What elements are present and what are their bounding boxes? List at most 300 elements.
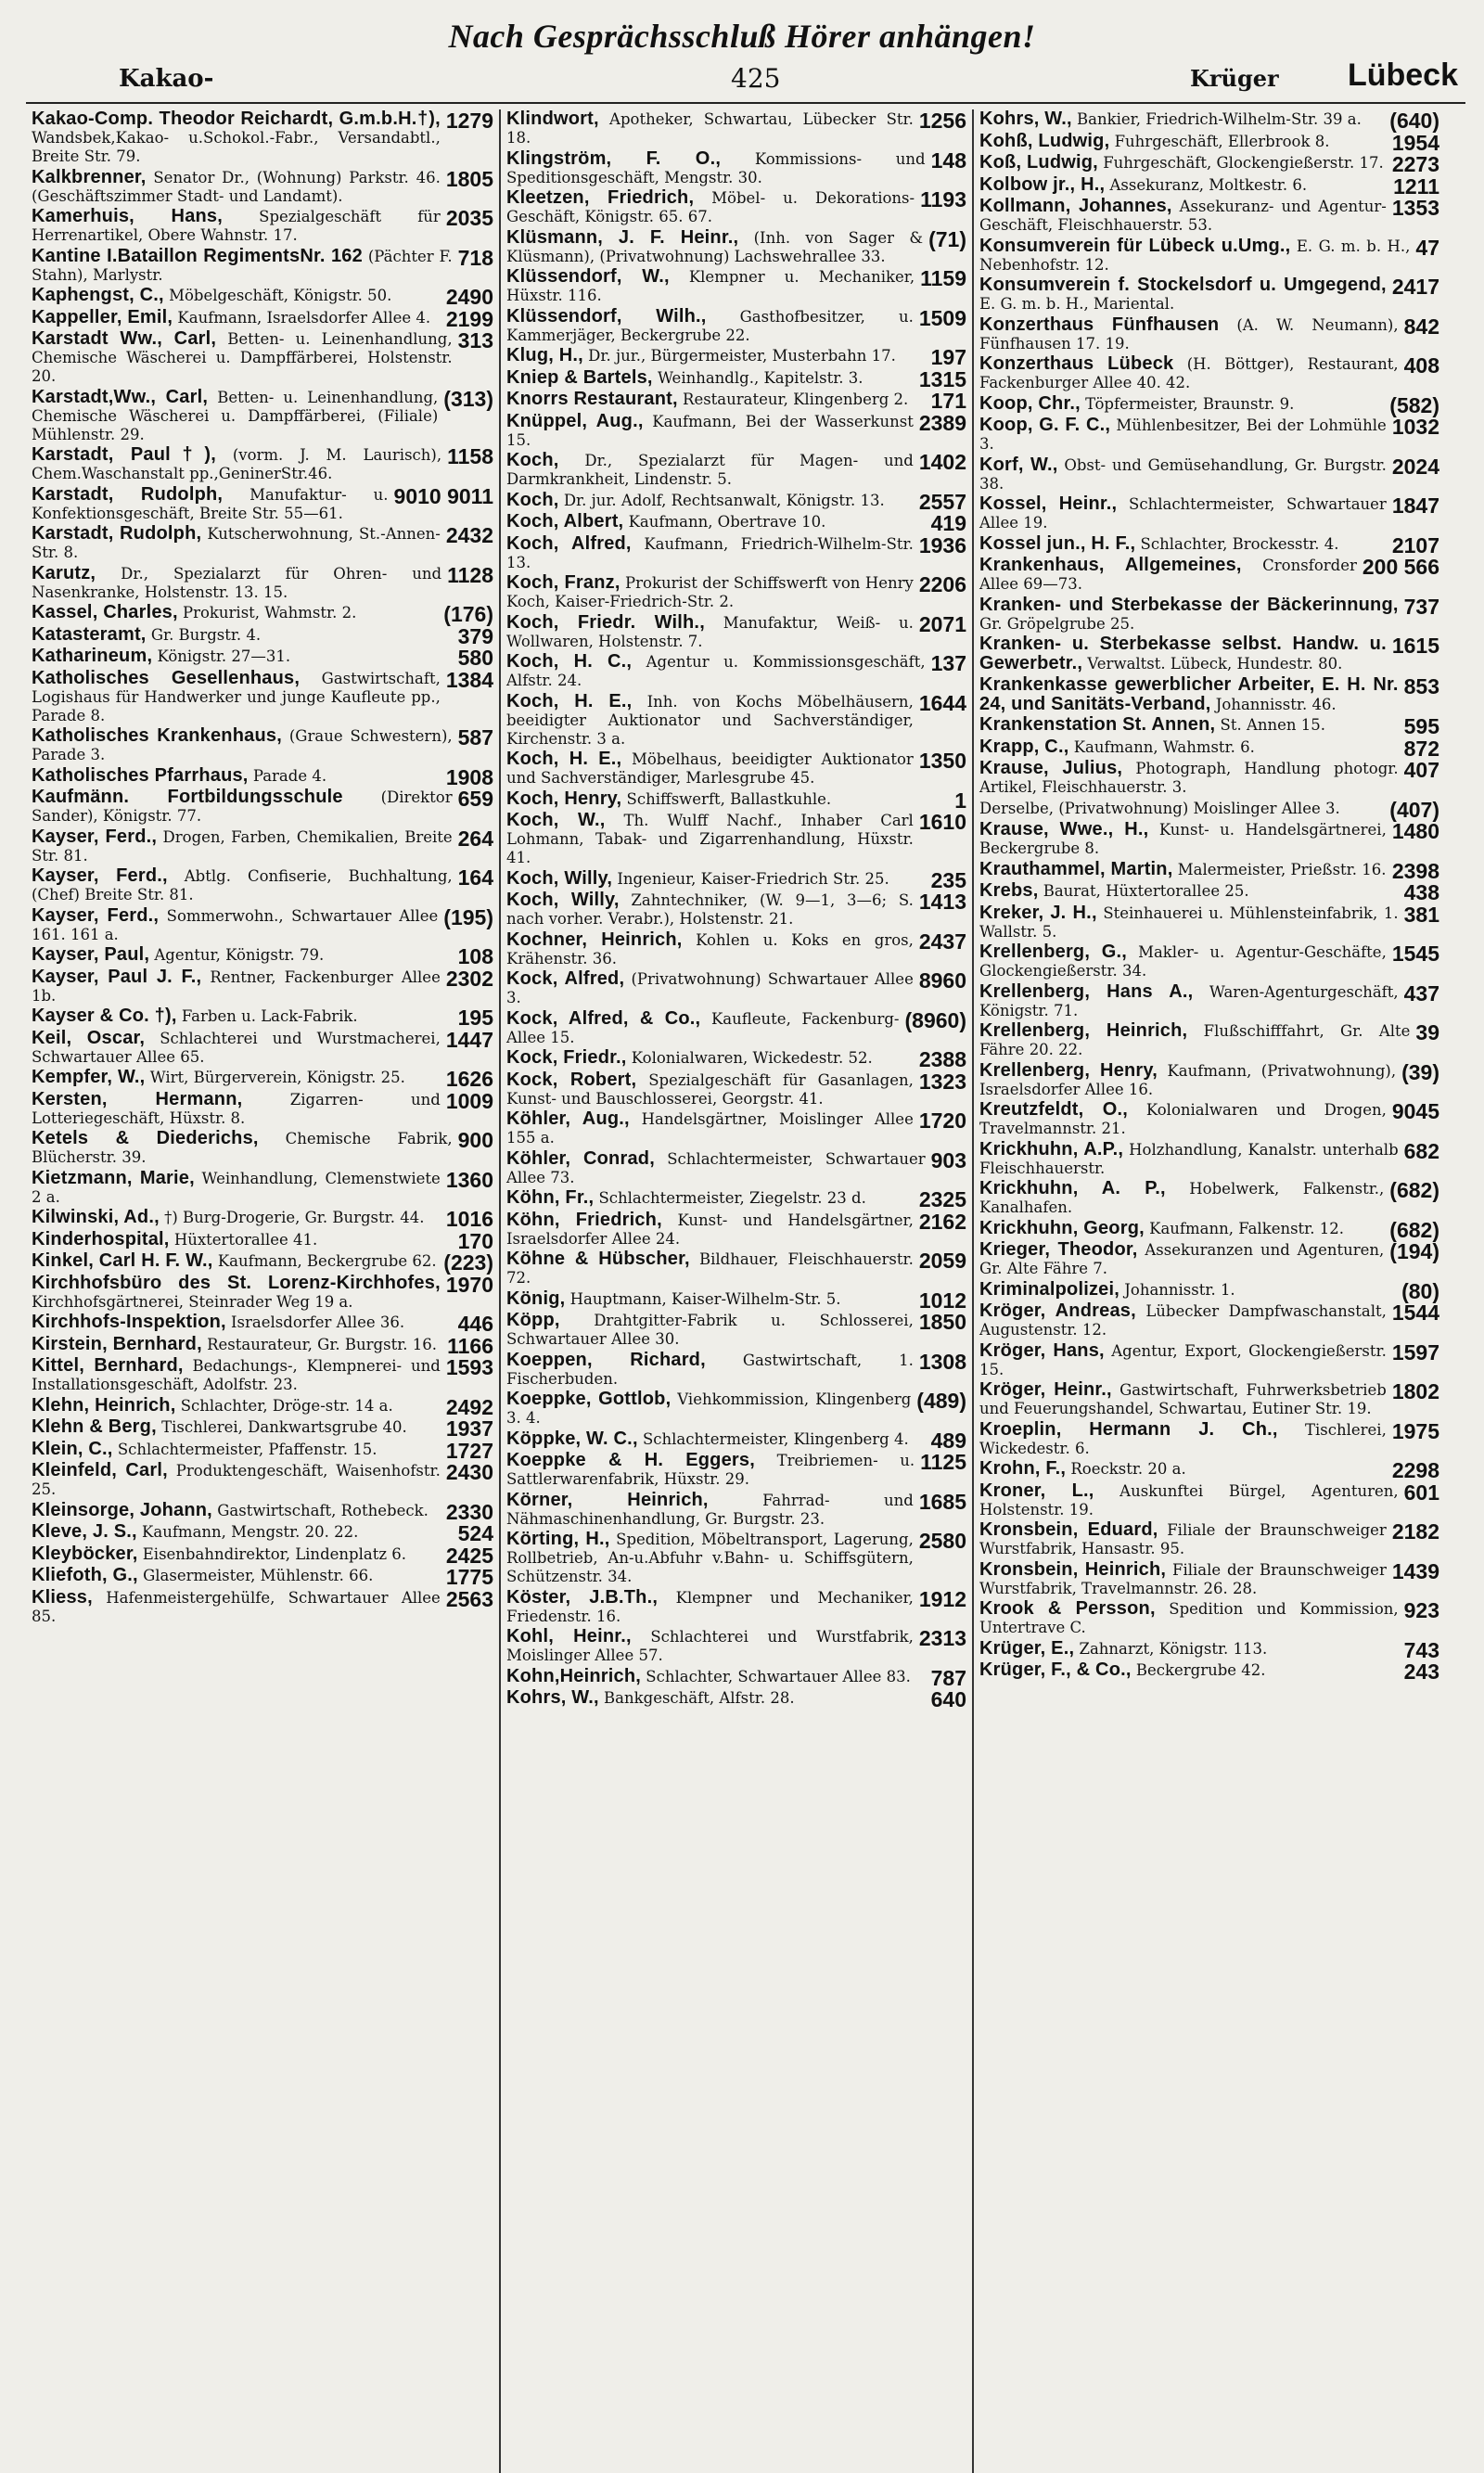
entry-phone-number: 1908 [445,764,493,789]
entry-phone-number: 1970 [445,1272,493,1297]
entry-name: Koch, Albert, [506,511,624,532]
entry-phone-number: 108 [457,944,493,968]
entry-description: Bildhauer, Fleischhauerstr. 72. [506,1250,914,1287]
entry-phone-number: (176) [443,602,493,626]
entry-description: Gastwirtschaft, 1. Fischerbuden. [506,1351,914,1388]
entry-phone-number: 2432 [445,523,493,547]
entry-description: Produktengeschäft, Waisenhofstr. 25. [32,1462,441,1498]
entry-name: Kock, Robert, [506,1069,637,1090]
directory-entry [979,152,1439,176]
entry-phone-number: 580 [457,646,493,670]
directory-entry [32,1394,493,1419]
directory-entry [506,1428,966,1453]
entry-phone-number: 197 [930,345,966,369]
directory-entry [32,485,493,523]
entry-description: Baurat, Hüxtertorallee 25. [1043,882,1249,900]
entry-phone-number: 1350 [918,749,966,773]
entry-name: Kaufmänn. Fortbildungsschule [32,787,343,807]
entry-description: Assekuranz, Moltkestr. 6. [1109,175,1308,194]
directory-entry [506,613,966,651]
entry-description: Kommissions- und Speditionsgeschäft, Mengstr. 30. [506,149,926,186]
entry-name: Kinkel, Carl H. F. W., [32,1250,213,1271]
entry-name: Klüssendorf, W., [506,266,670,287]
entry-description: Spedition, Möbeltransport, Lagerung, Rollbetrieb, An-u.Abfuhr v.Bahn- u. Schiffsgütern, Schützenstr. 34. [506,1531,914,1585]
entry-description: Viehkommission, Klingenberg 3. 4. [506,1390,912,1427]
entry-description: Fuhrgeschäft, Glockengießerstr. 17. [1103,154,1384,172]
directory-entry [979,820,1439,858]
entry-name: Kleinfeld, Carl, [32,1460,168,1480]
directory-entry [32,669,493,725]
entry-description: Lübecker Dampfwaschanstalt, Augustenstr. 12. [979,1302,1387,1339]
entry-name: Krüger, F., & Co., [979,1659,1132,1680]
entry-description: Zigarren- und Lotteriegeschäft, Hüxstr. 8. [32,1090,441,1127]
directory-entry [506,1009,966,1047]
entry-phone-number: 737 [1403,594,1439,619]
entry-phone-number: 148 [930,147,966,173]
entry-phone-number: 200 566 [1362,555,1439,579]
directory-entry [979,1140,1439,1178]
entry-description: Kaufmann, Israelsdorfer Allee 4. [177,308,431,327]
entry-phone-number: 2425 [445,1543,493,1568]
directory-entry [979,1420,1439,1458]
entry-name: Kersten, Hermann, [32,1088,243,1109]
directory-entry [32,524,493,562]
entry-name: Korf, W., [979,454,1058,475]
entry-description: Kolonialwaren, Wickedestr. 52. [631,1049,873,1067]
entry-phone-number: 2313 [918,1626,966,1650]
directory-entry [32,1522,493,1543]
entry-name: Köhne & Hübscher, [506,1249,690,1269]
entry-phone-number: 1975 [1391,1418,1439,1443]
directory-entry [32,1129,493,1167]
entry-name: Kayser, Ferd., [32,904,160,926]
directory-entry [506,930,966,968]
entry-description: Photograph, Handlung photogr. Artikel, Fleischhauerstr. 3. [979,760,1399,796]
entry-name: Koeppke & H. Eggers, [506,1450,755,1470]
directory-entry [32,945,493,966]
entry-description: Handelsgärtner, Moislinger Allee 155 a. [506,1110,914,1147]
entry-name: Konsumverein f. Stockelsdorf u. Umgegend, [979,275,1387,295]
entry-description: Dr., Spezialarzt für Ohren- und Nasenkranke, Holstenstr. 13. 15. [32,564,442,601]
directory-entry [506,1288,966,1313]
entry-phone-number: 2580 [918,1529,966,1553]
entry-name: Koch, Franz, [506,572,620,593]
directory-entry [979,315,1439,353]
entry-description: Kolonialwaren und Drogen, Travelmannstr. 21. [979,1101,1387,1137]
entry-description: Hobelwerk, Falkenstr., Kanalhafen. [979,1180,1385,1216]
entry-description: Abtlg. Confiserie, Buchhaltung, (Chef) Breite Str. 81. [32,867,453,903]
entry-phone-number: 718 [457,245,493,270]
entry-description: Manufaktur- u. Konfektionsgeschäft, Breite Str. 55—61. [32,485,389,522]
entry-description: Schlachterei und Wurstfabrik, Moislinger Allee 57. [506,1628,914,1664]
directory-entry [979,1637,1439,1662]
entry-phone-number: 379 [457,623,493,648]
directory-entry [506,1351,966,1389]
entry-phone-number: 264 [457,826,493,851]
entry-description: Schlachtermeister, Pfaffenstr. 15. [117,1440,377,1458]
entry-name: Kochner, Heinrich, [506,929,683,950]
directory-entry [506,149,966,187]
entry-description: Ingenieur, Kaiser-Friedrich Str. 25. [617,869,889,888]
entry-phone-number: 1720 [918,1108,966,1133]
entry-name: Krüger, E., [979,1637,1075,1659]
directory-entry [32,602,493,626]
entry-phone-number: 1509 [918,305,966,330]
entry-name: Koop, Chr., [979,392,1081,414]
entry-phone-number: 2302 [445,966,493,991]
directory-entry [506,534,966,572]
entry-description: Möbel- u. Dekorations-Geschäft, Königstr. 65. 67. [506,189,915,225]
banner-notice: Nach Gesprächsschluß Hörer anhängen! [448,18,1036,55]
directory-entry [979,354,1439,392]
entry-name: Klehn & Berg, [32,1416,157,1437]
entry-description: Kaufleute, Fackenburg-Allee 15. [506,1009,900,1046]
entry-phone-number: 164 [457,865,493,890]
entry-description: Tischlerei, Dankwartsgrube 40. [161,1418,407,1436]
entry-name: Köhn, Fr., [506,1187,595,1208]
entry-description: Eisenbahndirektor, Lindenplatz 6. [142,1544,407,1563]
entry-phone-number: 1384 [445,667,493,692]
directory-entry [506,1390,966,1428]
entry-description: Chemische Fabrik, Blücherstr. 39. [32,1130,453,1166]
entry-name: Kranken- und Sterbekasse der Bäckerinnung, [979,594,1399,615]
directory-entry [979,1100,1439,1138]
entry-name: Köhn, Friedrich, [506,1209,662,1230]
entry-description: Auskunftei Bürgel, Agenturen, Holstenstr. 19. [979,1481,1399,1518]
directory-entry [979,858,1439,883]
directory-entry [979,1179,1439,1217]
directory-entry [979,982,1439,1020]
entry-phone-number: (313) [443,386,493,411]
entry-description: Gr. Burgstr. 4. [150,625,262,644]
entry-description: Inh. von Kochs Möbelhäusern, beeidigter Auktionator und Sachverständiger, Kirchenstr. 3 a. [506,692,914,748]
entry-phone-number: 1447 [445,1027,493,1052]
entry-name: Krause, Julius, [979,758,1123,778]
directory-entry [506,389,966,413]
directory-entry [506,412,966,450]
directory-entry [506,573,966,611]
entry-name: Krellenberg, G., [979,942,1127,962]
entry-phone-number: 2430 [445,1460,493,1484]
directory-entry [979,881,1439,902]
entry-description: Bankgeschäft, Alfstr. 28. [604,1689,795,1707]
entry-phone-number: 2059 [918,1249,966,1273]
header-last-entry: Krüger [1190,65,1279,92]
entry-description: Restaurateur, Gr. Burgstr. 16. [207,1335,438,1353]
entry-description: Schlachter, Dröge-str. 14 a. [180,1396,393,1415]
entry-name: Kossel jun., H. F., [979,532,1136,554]
directory-entry [32,445,493,483]
entry-phone-number: (682) [1389,1217,1439,1242]
entry-name: Kirchhofs-Inspektion, [32,1312,226,1332]
entry-description: Schlachtermeister, Klingenberg 4. [642,1429,909,1448]
entry-description: Gastwirtschaft, Logishaus für Handwerker und junge Kaufleute pp., Parade 8. [32,669,441,724]
entry-name: Konzerthaus Lübeck [979,353,1174,374]
entry-name: Kreutzfeldt, O., [979,1099,1129,1120]
directory-entry [32,1333,493,1358]
entry-name: Kayser & Co. †), [32,1006,177,1026]
entry-name: Kronsbein, Eduard, [979,1519,1158,1540]
directory-entry [979,130,1439,155]
directory-entry [32,1312,493,1336]
entry-name: Koch, W., [506,810,606,830]
entry-phone-number: 1802 [1391,1379,1439,1403]
directory-entry [979,736,1439,761]
entry-description: E. G. m. b. H., Mariental. [979,295,1175,313]
entry-description: Möbelgeschäft, Königstr. 50. [169,287,392,304]
directory-entry [979,416,1439,454]
directory-entry [32,967,493,1006]
entry-description: Derselbe, (Privatwohnung) Moislinger Allee 3. [979,799,1340,817]
entry-description: Rentner, Fackenburger Allee 1b. [32,967,441,1005]
entry-description: Waren-Agenturgeschäft, Königstr. 71. [979,982,1399,1019]
entry-phone-number: 39 [1415,1020,1439,1044]
entry-phone-number: 524 [457,1521,493,1545]
entry-name: Koch, Willy, [506,867,613,889]
entry-phone-number: 923 [1403,1598,1439,1622]
entry-description: Verwaltst. Lübeck, Hundestr. 80. [1087,655,1343,673]
entry-phone-number: 2024 [1391,454,1439,479]
entry-phone-number: 381 [1403,902,1439,927]
entry-name: Ketels & Diederichs, [32,1128,259,1148]
entry-phone-number: 1256 [918,109,966,133]
entry-description: Kaufmann, Friedrich-Wilhelm-Str. 13. [506,534,914,571]
entry-phone-number: 2071 [918,611,966,636]
directory-entry [979,1459,1439,1480]
directory-entry [32,168,493,206]
entry-name: Kock, Alfred, & Co., [506,1007,701,1029]
column-1 [26,109,499,2473]
directory-entry [32,625,493,646]
header-city: Lübeck [1347,58,1458,93]
entry-description: Dr. jur., Bürgermeister, Musterbahn 17. [588,347,896,365]
entry-description: Mühlenbesitzer, Bei der Lohmühle 3. [979,416,1387,453]
entry-name: Kayser, Ferd., [32,865,168,886]
directory-entry [506,1070,966,1108]
entry-name: Krook & Persson, [979,1598,1156,1619]
entry-phone-number: 1012 [918,1288,966,1313]
entry-phone-number: 446 [457,1312,493,1336]
entry-phone-number: 1805 [445,166,493,191]
entry-phone-number: (489) [916,1389,966,1413]
entry-phone-number: 787 [930,1665,966,1690]
entry-name: Karstadt, Rudolph, [32,523,202,544]
entry-phone-number: (582) [1389,392,1439,417]
entry-name: Klein, C., [32,1438,113,1459]
entry-phone-number: 1413 [918,890,966,914]
directory-entry [32,788,493,826]
entry-description: Möbelhaus, beeidigter Auktionator und Sachverständiger, Marlesgrube 45. [506,750,914,787]
entry-phone-number: 2389 [918,410,966,435]
entry-name: Krause, Wwe., H., [979,819,1149,839]
entry-name: Klüsmann, J. F. Heinr., [506,226,739,248]
entry-name: Koch, [506,489,559,510]
entry-name: Kleinsorge, Johann, [32,1499,212,1520]
entry-name: Kriminalpolizei, [979,1278,1120,1300]
entry-phone-number: 235 [930,867,966,892]
entry-description: (H. Böttger), Restaurant, Fackenburger Allee 40. 42. [979,355,1399,391]
directory-entry [32,247,493,285]
entry-description: Gastwirtschaft, Rothebeck. [217,1501,429,1519]
entry-phone-number: 1480 [1391,819,1439,843]
entry-phone-number: 170 [457,1228,493,1253]
entry-name: Karutz, [32,562,96,583]
column-2 [499,109,972,2473]
entry-phone-number: 2388 [918,1047,966,1071]
entry-name: Krickhuhn, A. P., [979,1178,1166,1198]
entry-name: Klindwort, [506,109,599,129]
directory-entry [506,750,966,788]
directory-entry [32,564,493,602]
entry-description: (vorm. J. M. Laurisch), Chem.Waschanstalt pp.,GeninerStr.46. [32,446,442,482]
entry-phone-number: 1158 [447,444,493,468]
entry-phone-number: 2107 [1391,532,1439,557]
entry-name: Kayser, Paul, [32,944,150,965]
entry-name: Kohrs, W., [506,1687,599,1708]
entry-description: Roeckstr. 20 a. [1070,1460,1186,1478]
entry-phone-number: 1850 [918,1310,966,1334]
entry-name: Kliess, [32,1586,93,1608]
directory-entry [979,759,1439,797]
entry-name: Katholisches Pfarrhaus, [32,764,249,786]
directory-entry [979,1301,1439,1339]
entry-description: Königstr. 27—31. [157,647,291,665]
entry-description: Kutscherwohnung, St.-Annen-Str. 8. [32,525,441,561]
directory-entry [979,1061,1439,1099]
directory-entry [506,267,966,305]
directory-entry [32,1543,493,1568]
entry-description: Gastwirtschaft, Fuhrwerksbetrieb und Feuerungshandel, Schwartau, Eutiner Str. 19. [979,1381,1387,1417]
entry-phone-number: 1545 [1391,942,1439,966]
directory-entry [506,188,966,226]
entry-phone-number: 872 [1403,736,1439,761]
entry-name: Krohn, F., [979,1458,1067,1479]
entry-description: Wandsbek,Kakao- u.Schokol.-Fabr., Versandabtl., Breite Str. 79. [32,129,441,165]
entry-name: Krieger, Theodor, [979,1239,1138,1260]
entry-description: Kaufmann, Bei der Wasserkunst 15. [506,412,914,449]
entry-name: Karstadt Ww., Carl, [32,328,217,349]
directory-entry [979,715,1439,736]
directory-entry [979,556,1439,594]
entry-phone-number: 2557 [918,489,966,514]
entry-phone-number: 1016 [445,1207,493,1231]
entry-name: Karstadt, Rudolph, [32,483,224,505]
directory-entry [32,207,493,245]
entry-name: Koeppke, Gottlob, [506,1389,672,1409]
entry-description: Gasthofbesitzer, u. Kammerjäger, Beckergrube 22. [506,307,914,344]
entry-description: Wirt, Bürgerverein, Königstr. 25. [149,1069,405,1086]
entry-description: Malermeister, Prießstr. 16. [1177,860,1387,878]
page-number: 425 [731,63,781,94]
entry-description: Kaufmann, Wahmstr. 6. [1073,737,1255,756]
entry-name: Kock, Friedr., [506,1047,627,1068]
entry-phone-number: 2490 [445,285,493,309]
directory-entry [32,1169,493,1207]
entry-phone-number: (80) [1401,1278,1439,1303]
header-first-entry: Kakao- [119,65,214,93]
entry-description: Filiale der Braunschweiger Wurstfabrik, Hansastr. 95. [979,1521,1387,1557]
entry-phone-number: 2273 [1391,152,1439,176]
directory-entry [979,596,1439,634]
entry-description: Steinhauerei u. Mühlensteinfabrik, 1. Wallstr. 5. [979,903,1399,941]
entry-description: Assekuranz- und Agentur-Geschäft, Fleischhauerstr. 53. [979,198,1387,234]
entry-description: Spedition und Kommission, Untertrave C. [979,1600,1399,1636]
entry-name: Köhler, Aug., [506,1108,630,1129]
entry-description: Fuhrgeschäft, Ellerbrook 8. [1114,132,1330,150]
entry-name: Kinderhospital, [32,1228,170,1249]
directory-entry [979,197,1439,235]
directory-entry [506,345,966,369]
entry-description: Spezialgeschäft für Gasanlagen, Kunst- und Bauschlosserei, Georgstr. 41. [506,1070,914,1108]
entry-phone-number: 682 [1403,1138,1439,1163]
directory-entry [506,1311,966,1349]
directory-entry [506,228,966,266]
entry-description: Johannisstr. 46. [1215,695,1337,713]
entry-phone-number: 1847 [1391,493,1439,518]
entry-phone-number: 903 [930,1147,966,1172]
entry-description: Schlachterei und Wurstmacherei, Schwartauer Allee 65. [32,1029,441,1066]
entry-description: Beckergrube 42. [1135,1661,1266,1679]
entry-description: Gr. Gröpelgrube 25. [979,614,1135,633]
entry-description: (A. W. Neumann), Fünfhausen 17. 19. [979,315,1399,352]
entry-description: Schlachtermeister, Schwartauer Allee 19. [979,495,1387,532]
directory-entry [32,1207,493,1231]
entry-name: Koch, H. E., [506,690,633,711]
entry-phone-number: 1032 [1391,415,1439,439]
directory-entry [979,1240,1439,1278]
directory-entry [32,329,493,386]
entry-name: Koop, G. F. C., [979,415,1111,435]
entry-phone-number: 489 [930,1428,966,1453]
directory-entry [506,891,966,929]
entry-description: Th. Wulff Nachf., Inhaber Carl Lohmann, Tabak- und Zigarrenhandlung, Hüxstr. 41. [506,812,914,866]
directory-entry [32,1461,493,1499]
entry-name: Kohn,Heinrich, [506,1665,642,1686]
directory-entry [979,1481,1439,1519]
entry-name: Kirchhofsbüro des St. Lorenz-Kirchhofes, [32,1272,441,1293]
entry-description: Klempner u. Mechaniker, Hüxstr. 116. [506,268,915,304]
directory-entry [32,109,493,166]
entry-name: Karstadt, Paul†), [32,444,216,465]
entry-description: Agentur, Export, Glockengießerstr. 15. [979,1341,1387,1378]
directory-entry [979,394,1439,415]
directory-entry [979,1280,1439,1301]
entry-description: Schlachtermeister, Ziegelstr. 23 d. [598,1189,866,1207]
entry-name: Kantine I.Bataillon RegimentsNr. 162 [32,245,363,266]
entry-name: Kleve, J. S., [32,1521,137,1542]
entry-name: Köpp, [506,1310,560,1330]
entry-name: Körting, H., [506,1529,610,1549]
directory-entry [506,1249,966,1288]
entry-description: E. G. m. b. H., Nebenhofstr. 12. [979,237,1411,274]
entry-name: Kniep & Bartels, [506,366,653,388]
entry-phone-number: (407) [1389,797,1439,822]
entry-phone-number: 195 [457,1006,493,1030]
entry-name: Knüppel, Aug., [506,410,644,431]
entry-name: Kamerhuis, Hans, [32,206,224,226]
entry-phone-number: 2162 [918,1209,966,1234]
entry-phone-number: 1644 [918,690,966,715]
entry-phone-number: 659 [457,787,493,811]
directory-entry [506,511,966,535]
entry-description: Farben u. Lack-Fabrik. [181,1007,358,1025]
entry-description: Spezialgeschäft für Herrenartikel, Obere Wahnstr. 17. [32,208,441,244]
entry-phone-number: 407 [1403,758,1439,782]
entry-name: Kock, Alfred, [506,968,625,989]
entry-name: Kleetzen, Friedrich, [506,187,695,208]
directory-entry [32,388,493,444]
entry-phone-number: 419 [930,511,966,535]
